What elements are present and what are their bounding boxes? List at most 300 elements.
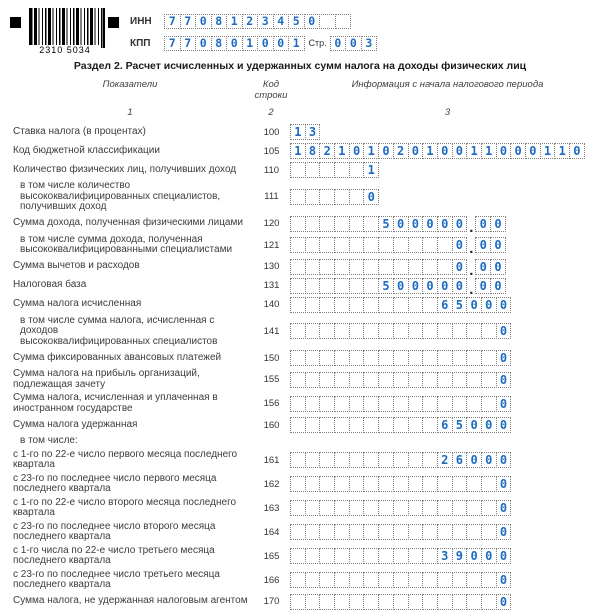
digit-cell [393, 452, 409, 468]
digit-cell [393, 417, 409, 433]
digit-cell: 0 [496, 524, 512, 540]
registration-mark-right-icon [108, 17, 119, 28]
digit-cell [408, 594, 424, 610]
digit-cell-group [290, 476, 511, 492]
digit-cell [319, 476, 335, 492]
digit-cell [393, 476, 409, 492]
digit-cell: 8 [211, 14, 228, 29]
digit-cell [437, 372, 453, 388]
digit-cell [334, 572, 350, 588]
digit-cell-group [290, 189, 379, 205]
digit-cell-group [290, 594, 511, 610]
row-code: 130 [263, 261, 280, 272]
digit-cell: 6 [437, 417, 453, 433]
digit-cell-group [475, 237, 505, 253]
digit-cell: 0 [481, 452, 497, 468]
row-label: Налоговая база [13, 279, 87, 291]
digit-cell [349, 189, 365, 205]
digit-cell: 0 [496, 594, 512, 610]
digit-cell [363, 237, 379, 253]
digit-cell: 0 [496, 350, 512, 366]
digit-cell [363, 476, 379, 492]
digit-cell [334, 372, 350, 388]
digit-cell: 0 [452, 278, 468, 294]
row-label: Сумма вычетов и расходов [13, 260, 140, 272]
digit-cell [290, 162, 306, 178]
digit-cell [408, 476, 424, 492]
digit-cell: 0 [466, 297, 482, 313]
digit-cell [319, 189, 335, 205]
row-label: Сумма налога на прибыль организаций, подлежащая зачету [13, 368, 200, 390]
digit-cell: 0 [466, 452, 482, 468]
decimal-separator: . [469, 280, 474, 298]
digit-cell [378, 396, 394, 412]
digit-cell [408, 237, 424, 253]
digit-cell: 0 [481, 548, 497, 564]
digit-cell [378, 476, 394, 492]
row-label: с 23-го по последнее число второго месяца последнего квартала [13, 520, 216, 542]
digit-cell [378, 237, 394, 253]
digit-cell [466, 372, 482, 388]
digit-cell [422, 476, 438, 492]
digit-cell [437, 323, 453, 339]
digit-cell: 0 [475, 237, 491, 253]
digit-cell [319, 372, 335, 388]
digit-cell: 0 [257, 36, 274, 51]
digit-cell [422, 237, 438, 253]
digit-cell [349, 259, 365, 275]
digit-cell: 6 [452, 452, 468, 468]
digit-cell [378, 594, 394, 610]
digit-cell-group [290, 572, 511, 588]
digit-cell [437, 594, 453, 610]
digit-cell: 0 [496, 372, 512, 388]
row-value-field [290, 548, 511, 564]
digit-cell: 0 [490, 216, 506, 232]
digit-cell [378, 297, 394, 313]
row-label: в том числе: [20, 435, 78, 446]
digit-cell [437, 476, 453, 492]
kpp-field [164, 34, 305, 52]
registration-mark-left-icon [10, 17, 21, 28]
digit-cell: 0 [393, 216, 409, 232]
digit-cell [363, 417, 379, 433]
digit-cell: 1 [290, 124, 306, 140]
digit-cell [290, 323, 306, 339]
form-subheader [0, 436, 600, 447]
digit-cell [349, 524, 365, 540]
digit-cell-group [290, 500, 511, 516]
row-code: 140 [263, 299, 280, 310]
digit-cell [319, 216, 335, 232]
digit-cell: 0 [452, 143, 468, 159]
digit-cell [334, 548, 350, 564]
row-label: с 23-го по последнее число третьего месяца последнего квартала [13, 568, 220, 590]
digit-cell: 0 [273, 36, 290, 51]
digit-cell [452, 524, 468, 540]
digit-cell: 0 [490, 259, 506, 275]
decimal-separator: . [469, 261, 474, 279]
digit-cell [393, 594, 409, 610]
digit-cell [466, 350, 482, 366]
digit-cell [334, 396, 350, 412]
decimal-separator: . [469, 218, 474, 236]
row-code: 156 [263, 398, 280, 409]
digit-cell: 9 [452, 548, 468, 564]
row-code: 105 [263, 145, 280, 157]
digit-cell [466, 500, 482, 516]
digit-cell [305, 372, 321, 388]
form-rows [0, 124, 600, 610]
row-label: в том числе количество высококвалифицированных специалистов, получивших доход [20, 180, 221, 212]
barcode-icon [29, 8, 105, 48]
row-label: Сумма налога, не удержанная налоговым агентом [13, 595, 248, 607]
row-label: в том числе сумма дохода, полученная высококвалифицированными специалистами [20, 233, 233, 255]
digit-cell [334, 189, 350, 205]
row-code: 131 [263, 280, 280, 291]
digit-cell [349, 162, 365, 178]
digit-cell [452, 572, 468, 588]
digit-cell: 0 [496, 500, 512, 516]
kpp-label: КПП [130, 37, 151, 49]
digit-cell [349, 548, 365, 564]
digit-cell [466, 594, 482, 610]
digit-cell [319, 396, 335, 412]
digit-cell: 2 [242, 14, 259, 29]
digit-cell [334, 323, 350, 339]
digit-cell [481, 476, 497, 492]
digit-cell [349, 452, 365, 468]
digit-cell [363, 297, 379, 313]
digit-cell [290, 350, 306, 366]
digit-cell [452, 350, 468, 366]
digit-cell-group [290, 350, 511, 366]
digit-cell [290, 216, 306, 232]
column-header-indicators: Показатели [102, 79, 158, 90]
digit-cell-group [290, 259, 467, 275]
digit-cell: 0 [330, 36, 347, 51]
inn-kpp-block [130, 12, 377, 56]
form-row-166 [0, 570, 600, 591]
row-label: Сумма налога удержанная [13, 418, 138, 430]
digit-cell: 0 [496, 143, 512, 159]
row-value-field [290, 476, 511, 492]
digit-cell [319, 452, 335, 468]
digit-cell-group [164, 14, 351, 29]
kpp-row [130, 34, 377, 52]
digit-cell: 1 [422, 143, 438, 159]
digit-cell [335, 14, 352, 29]
digit-cell [466, 476, 482, 492]
digit-cell: 0 [393, 278, 409, 294]
digit-cell: 0 [304, 14, 321, 29]
digit-cell: 6 [437, 297, 453, 313]
barcode-number: 2310 5034 [29, 45, 101, 55]
digit-cell: 0 [490, 278, 506, 294]
digit-cell [305, 500, 321, 516]
digit-cell [363, 323, 379, 339]
digit-cell: 1 [363, 162, 379, 178]
digit-cell: 7 [164, 36, 181, 51]
digit-cell: 0 [226, 36, 243, 51]
form-row-111 [0, 181, 600, 213]
digit-cell [481, 372, 497, 388]
digit-cell [363, 259, 379, 275]
digit-cell-group [290, 237, 467, 253]
digit-cell [349, 594, 365, 610]
row-value-field [290, 417, 511, 433]
digit-cell: 0 [496, 396, 512, 412]
digit-cell [319, 500, 335, 516]
digit-cell-group [330, 36, 378, 51]
digit-cell: 2 [437, 452, 453, 468]
digit-cell [466, 524, 482, 540]
digit-cell [393, 350, 409, 366]
form-row-121 [0, 235, 600, 256]
form-row-140 [0, 297, 600, 313]
digit-cell: 0 [452, 216, 468, 232]
row-value-field [290, 297, 511, 313]
digit-cell: 0 [378, 143, 394, 159]
digit-cell: 0 [496, 323, 512, 339]
digit-cell [305, 417, 321, 433]
row-code: 166 [263, 574, 280, 586]
row-label: Сумма налога исчисленная [13, 298, 142, 310]
page-number-field [330, 34, 378, 52]
row-label: в том числе сумма налога, исчисленная с доходов высококвалифицированных специалистов [20, 314, 218, 347]
digit-cell [422, 500, 438, 516]
form-barcode [29, 8, 101, 55]
digit-cell [437, 259, 453, 275]
digit-cell [422, 323, 438, 339]
digit-cell [408, 524, 424, 540]
digit-cell: 0 [466, 417, 482, 433]
digit-cell [290, 500, 306, 516]
digit-cell: 5 [452, 417, 468, 433]
digit-cell [305, 216, 321, 232]
digit-cell [422, 572, 438, 588]
digit-cell-group [290, 417, 511, 433]
digit-cell [408, 372, 424, 388]
form-header [0, 0, 600, 60]
digit-cell [437, 396, 453, 412]
digit-cell: 0 [496, 452, 512, 468]
digit-cell-group [290, 396, 511, 412]
digit-cell [393, 396, 409, 412]
digit-cell [319, 14, 336, 29]
digit-cell [290, 189, 306, 205]
digit-cell [305, 189, 321, 205]
digit-cell: 1 [242, 36, 259, 51]
row-value-field [290, 143, 585, 159]
digit-cell-group [290, 372, 511, 388]
digit-cell: 0 [363, 189, 379, 205]
digit-cell [378, 417, 394, 433]
digit-cell [349, 323, 365, 339]
digit-cell [334, 350, 350, 366]
digit-cell: 0 [496, 572, 512, 588]
digit-cell [481, 594, 497, 610]
digit-cell [349, 216, 365, 232]
row-code: 121 [263, 239, 280, 251]
digit-cell [334, 259, 350, 275]
row-code: 160 [263, 419, 280, 431]
section-title: Раздел 2. Расчет исчисленных и удержанных сумм налога на доходы физических лиц [73, 60, 527, 72]
digit-cell: 1 [363, 143, 379, 159]
digit-cell [437, 350, 453, 366]
digit-cell [290, 572, 306, 588]
digit-cell: 3 [257, 14, 274, 29]
form-row-162 [0, 474, 600, 495]
digit-cell [481, 350, 497, 366]
form-row-131 [0, 278, 600, 298]
digit-cell: 0 [408, 278, 424, 294]
form-row-161 [0, 450, 600, 471]
digit-cell: 1 [554, 143, 570, 159]
digit-cell [437, 237, 453, 253]
digit-cell [481, 572, 497, 588]
digit-cell [305, 278, 321, 294]
digit-cell-group [290, 452, 511, 468]
digit-cell [378, 572, 394, 588]
digit-cell [422, 594, 438, 610]
row-value-field [290, 189, 379, 205]
digit-cell [363, 372, 379, 388]
digit-cell [319, 278, 335, 294]
digit-cell [363, 594, 379, 610]
digit-cell: 5 [452, 297, 468, 313]
digit-cell [393, 572, 409, 588]
digit-cell [437, 524, 453, 540]
digit-cell-group [290, 548, 511, 564]
form-row-160 [0, 417, 600, 433]
form-row-100 [0, 124, 600, 140]
digit-cell: 1 [226, 14, 243, 29]
digit-cell [334, 216, 350, 232]
digit-cell [305, 476, 321, 492]
row-value-field [290, 594, 511, 610]
digit-cell: 2 [393, 143, 409, 159]
row-label: с 1-го по 22-е число второго месяца последнего квартала [13, 496, 237, 518]
digit-cell [481, 500, 497, 516]
digit-cell [305, 259, 321, 275]
digit-cell [349, 500, 365, 516]
form-row-105 [0, 143, 600, 159]
digit-cell: 1 [288, 36, 305, 51]
digit-cell [319, 548, 335, 564]
digit-cell: 1 [540, 143, 556, 159]
digit-cell [305, 350, 321, 366]
digit-cell: 0 [437, 143, 453, 159]
digit-cell: 0 [408, 143, 424, 159]
digit-cell [363, 278, 379, 294]
digit-cell [305, 524, 321, 540]
row-value-field [290, 372, 511, 388]
digit-cell [378, 524, 394, 540]
row-value-field [290, 124, 320, 140]
digit-cell-group [290, 323, 511, 339]
digit-cell [363, 216, 379, 232]
digit-cell: 0 [422, 278, 438, 294]
digit-cell [393, 500, 409, 516]
digit-cell [452, 594, 468, 610]
digit-cell [334, 500, 350, 516]
column-number-3: 3 [444, 107, 451, 118]
digit-cell [393, 548, 409, 564]
digit-cell: 0 [452, 237, 468, 253]
digit-cell: 0 [496, 297, 512, 313]
row-code: 163 [263, 502, 280, 514]
digit-cell: 5 [378, 216, 394, 232]
digit-cell [408, 259, 424, 275]
digit-cell: 3 [361, 36, 378, 51]
digit-cell [319, 297, 335, 313]
digit-cell: 2 [319, 143, 335, 159]
row-code: 110 [263, 164, 280, 176]
column-header-line-code: Код строки [254, 79, 288, 101]
digit-cell-group [290, 124, 320, 140]
digit-cell: 0 [475, 216, 491, 232]
digit-cell-group [475, 259, 505, 275]
digit-cell [481, 524, 497, 540]
digit-cell [290, 396, 306, 412]
row-value-field [290, 162, 379, 178]
form-row-165 [0, 546, 600, 567]
digit-cell [422, 524, 438, 540]
digit-cell: 0 [466, 548, 482, 564]
digit-cell [349, 572, 365, 588]
digit-cell: 0 [195, 36, 212, 51]
digit-cell [319, 572, 335, 588]
digit-cell [290, 372, 306, 388]
digit-cell: 0 [437, 216, 453, 232]
form-row-120 [0, 216, 600, 236]
digit-cell: 7 [180, 36, 197, 51]
digit-cell [363, 396, 379, 412]
digit-cell [305, 548, 321, 564]
digit-cell [422, 417, 438, 433]
row-value-field [290, 323, 511, 339]
digit-cell [422, 259, 438, 275]
digit-cell: 8 [211, 36, 228, 51]
digit-cell [408, 323, 424, 339]
digit-cell [305, 572, 321, 588]
column-header-info: Информация с начала налогового периода [351, 79, 544, 90]
digit-cell [290, 594, 306, 610]
row-code: 120 [263, 218, 280, 229]
digit-cell [393, 524, 409, 540]
digit-cell: 0 [481, 417, 497, 433]
digit-cell: 0 [496, 417, 512, 433]
digit-cell: 8 [305, 143, 321, 159]
digit-cell: 0 [195, 14, 212, 29]
digit-cell: 0 [525, 143, 541, 159]
digit-cell [334, 162, 350, 178]
digit-cell [319, 162, 335, 178]
digit-cell [363, 500, 379, 516]
digit-cell [408, 548, 424, 564]
digit-cell [408, 500, 424, 516]
digit-cell [349, 396, 365, 412]
digit-cell [452, 323, 468, 339]
digit-cell: 5 [378, 278, 394, 294]
digit-cell [305, 594, 321, 610]
digit-cell [481, 323, 497, 339]
digit-cell: 0 [422, 216, 438, 232]
row-code: 155 [263, 374, 280, 385]
digit-cell [305, 452, 321, 468]
digit-cell [408, 572, 424, 588]
